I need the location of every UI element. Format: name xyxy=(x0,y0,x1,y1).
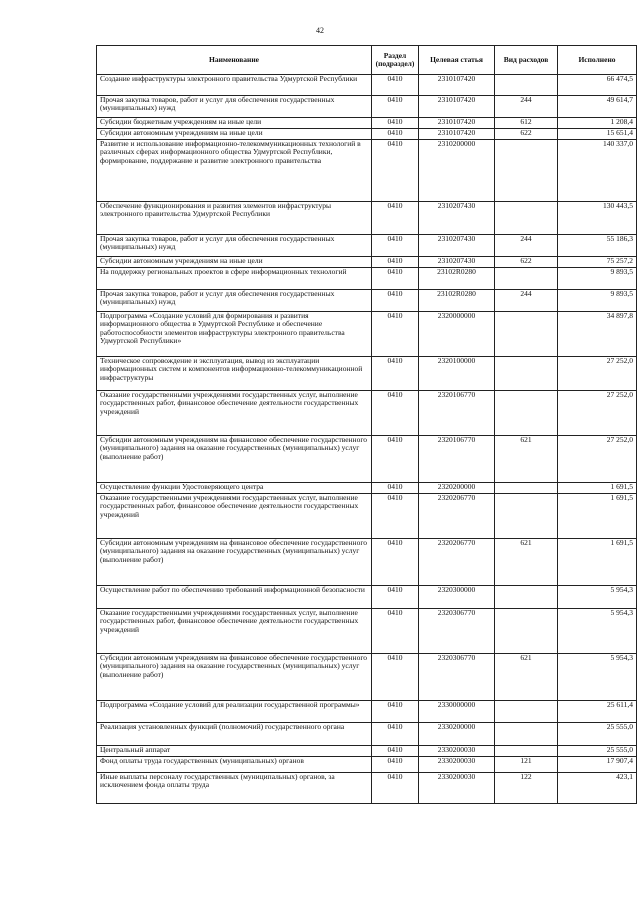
row-target: 2310207430 xyxy=(419,235,495,257)
header-executed: Исполнено xyxy=(558,46,637,75)
row-section: 0410 xyxy=(372,118,419,129)
row-expense xyxy=(495,357,558,391)
row-expense xyxy=(495,746,558,757)
table-row xyxy=(97,312,637,357)
row-target: 2310107420 xyxy=(419,96,495,118)
row-section: 0410 xyxy=(372,436,419,483)
table-row xyxy=(97,391,637,436)
row-name: Субсидии бюджетным учреждениям на иные цели xyxy=(97,118,372,129)
row-target: 2330000000 xyxy=(419,701,495,723)
row-section: 0410 xyxy=(372,494,419,539)
row-section: 0410 xyxy=(372,129,419,140)
row-expense: 244 xyxy=(495,290,558,312)
row-executed: 15 651,4 xyxy=(558,129,637,140)
table-row xyxy=(97,235,637,257)
row-name: Оказание государственными учреждениями государственных услуг, выполнение государственных работ, финансовое обеспечение деятельности государственных учреждений xyxy=(97,391,372,436)
row-name: Создание инфраструктуры электронного правительства Удмуртской Республики xyxy=(97,75,372,96)
row-name: Субсидии автономным учреждениям на иные цели xyxy=(97,257,372,268)
row-target: 2330200030 xyxy=(419,746,495,757)
row-target: 2320206770 xyxy=(419,494,495,539)
row-section: 0410 xyxy=(372,539,419,586)
row-section: 0410 xyxy=(372,773,419,804)
table-header-row xyxy=(97,46,637,75)
header-name: Наименование xyxy=(97,46,372,75)
row-section: 0410 xyxy=(372,140,419,202)
row-name: Оказание государственными учреждениями государственных услуг, выполнение государственных работ, финансовое обеспечение деятельности государственных учреждений xyxy=(97,609,372,654)
row-target: 2310200000 xyxy=(419,140,495,202)
row-executed: 1 691,5 xyxy=(558,494,637,539)
row-section: 0410 xyxy=(372,257,419,268)
row-executed: 1 691,5 xyxy=(558,483,637,494)
row-expense xyxy=(495,701,558,723)
table-row xyxy=(97,96,637,118)
row-name: Субсидии автономным учреждениям на финансовое обеспечение государственного (муниципального) задания на оказание государственных (муниципальных) услуг (выполнение работ) xyxy=(97,654,372,701)
row-name: Субсидии автономным учреждениям на иные цели xyxy=(97,129,372,140)
header-target: Целевая статья xyxy=(419,46,495,75)
row-section: 0410 xyxy=(372,586,419,609)
row-target: 2330200030 xyxy=(419,773,495,804)
table-row xyxy=(97,436,637,483)
row-expense xyxy=(495,609,558,654)
table-row xyxy=(97,746,637,757)
row-executed: 1 208,4 xyxy=(558,118,637,129)
row-expense: 621 xyxy=(495,654,558,701)
row-section: 0410 xyxy=(372,701,419,723)
row-expense: 622 xyxy=(495,129,558,140)
row-name: Техническое сопровождение и эксплуатация, вывод из эксплуатации информационных систем и компонентов информационно-телекоммуникационной инфраструктуры xyxy=(97,357,372,391)
row-target: 2310207430 xyxy=(419,257,495,268)
table-row xyxy=(97,202,637,235)
row-name: Прочая закупка товаров, работ и услуг для обеспечения государственных (муниципальных) нужд xyxy=(97,96,372,118)
table-row xyxy=(97,494,637,539)
row-target: 2310107420 xyxy=(419,129,495,140)
row-executed: 25 555,0 xyxy=(558,746,637,757)
table-row xyxy=(97,75,637,96)
row-expense: 621 xyxy=(495,436,558,483)
table-row xyxy=(97,140,637,202)
row-name: Развитие и использование информационно-телекоммуникационных технологий в различных сферах информационного общества Удмуртской Республики, формирование, поддержание и развитие электронного правительства xyxy=(97,140,372,202)
row-target: 2320300000 xyxy=(419,586,495,609)
row-target: 2320106770 xyxy=(419,436,495,483)
row-section: 0410 xyxy=(372,235,419,257)
row-expense xyxy=(495,483,558,494)
row-expense xyxy=(495,202,558,235)
row-expense xyxy=(495,75,558,96)
row-section: 0410 xyxy=(372,290,419,312)
row-section: 0410 xyxy=(372,609,419,654)
table-row xyxy=(97,290,637,312)
row-executed: 25 555,0 xyxy=(558,723,637,746)
row-executed: 49 614,7 xyxy=(558,96,637,118)
row-executed: 5 954,3 xyxy=(558,586,637,609)
row-target: 2310207430 xyxy=(419,202,495,235)
row-target: 2320206770 xyxy=(419,539,495,586)
row-name: Прочая закупка товаров, работ и услуг для обеспечения государственных (муниципальных) нужд xyxy=(97,235,372,257)
row-executed: 25 611,4 xyxy=(558,701,637,723)
row-executed: 55 186,3 xyxy=(558,235,637,257)
row-target: 2320000000 xyxy=(419,312,495,357)
row-expense xyxy=(495,586,558,609)
row-expense xyxy=(495,494,558,539)
row-section: 0410 xyxy=(372,391,419,436)
table-row xyxy=(97,268,637,290)
row-executed: 423,1 xyxy=(558,773,637,804)
row-name: Иные выплаты персоналу государственных (муниципальных) органов, за исключением фонда оплаты труда xyxy=(97,773,372,804)
row-expense: 244 xyxy=(495,96,558,118)
row-section: 0410 xyxy=(372,357,419,391)
row-section: 0410 xyxy=(372,268,419,290)
row-name: Подпрограмма «Создание условий для формирования и развития информационного общества в Удмуртской Республике и обеспечение работоспособности элементов инфраструктуры электронного правительства Удмуртской Республики» xyxy=(97,312,372,357)
table-row xyxy=(97,773,637,804)
table-row xyxy=(97,257,637,268)
row-name: Реализация установленных функций (полномочий) государственного органа xyxy=(97,723,372,746)
row-executed: 27 252,0 xyxy=(558,391,637,436)
row-target: 2330200000 xyxy=(419,723,495,746)
row-section: 0410 xyxy=(372,654,419,701)
row-name: Оказание государственными учреждениями государственных услуг, выполнение государственных работ, финансовое обеспечение деятельности государственных учреждений xyxy=(97,494,372,539)
row-expense: 122 xyxy=(495,773,558,804)
row-section: 0410 xyxy=(372,746,419,757)
table-row xyxy=(97,586,637,609)
header-section: Раздел (подраздел) xyxy=(372,46,419,75)
row-name: Прочая закупка товаров, работ и услуг для обеспечения государственных (муниципальных) нужд xyxy=(97,290,372,312)
row-target: 23102R0280 xyxy=(419,290,495,312)
row-name: Осуществление функции Удостоверяющего центра xyxy=(97,483,372,494)
table-row xyxy=(97,118,637,129)
table-row xyxy=(97,609,637,654)
row-executed: 5 954,3 xyxy=(558,654,637,701)
row-name: Субсидии автономным учреждениям на финансовое обеспечение государственного (муниципального) задания на оказание государственных (муниципальных) услуг (выполнение работ) xyxy=(97,539,372,586)
row-name: На поддержку региональных проектов в сфере информационных технологий xyxy=(97,268,372,290)
row-section: 0410 xyxy=(372,483,419,494)
row-target: 23102R0280 xyxy=(419,268,495,290)
row-executed: 5 954,3 xyxy=(558,609,637,654)
row-expense xyxy=(495,391,558,436)
row-target: 2320306770 xyxy=(419,654,495,701)
table-row xyxy=(97,539,637,586)
table-body xyxy=(97,75,637,804)
row-name: Центральный аппарат xyxy=(97,746,372,757)
row-target: 2310107420 xyxy=(419,75,495,96)
row-expense xyxy=(495,268,558,290)
row-executed: 140 337,0 xyxy=(558,140,637,202)
row-section: 0410 xyxy=(372,757,419,773)
row-executed: 130 443,5 xyxy=(558,202,637,235)
row-section: 0410 xyxy=(372,312,419,357)
row-expense xyxy=(495,140,558,202)
row-expense: 622 xyxy=(495,257,558,268)
table-row xyxy=(97,357,637,391)
row-section: 0410 xyxy=(372,202,419,235)
row-expense: 621 xyxy=(495,539,558,586)
table-row xyxy=(97,723,637,746)
row-target: 2320200000 xyxy=(419,483,495,494)
table-row xyxy=(97,757,637,773)
table-row xyxy=(97,701,637,723)
row-section: 0410 xyxy=(372,75,419,96)
budget-table xyxy=(96,45,637,804)
row-expense xyxy=(495,723,558,746)
table-row xyxy=(97,654,637,701)
row-expense: 121 xyxy=(495,757,558,773)
row-executed: 9 893,5 xyxy=(558,290,637,312)
row-target: 2310107420 xyxy=(419,118,495,129)
row-name: Обеспечение функционирования и развития элементов инфраструктуры электронного правительства Удмуртской Республики xyxy=(97,202,372,235)
row-executed: 17 907,4 xyxy=(558,757,637,773)
row-name: Подпрограмма «Создание условий для реализации государственной программы» xyxy=(97,701,372,723)
row-executed: 75 257,2 xyxy=(558,257,637,268)
row-target: 2320106770 xyxy=(419,391,495,436)
row-section: 0410 xyxy=(372,96,419,118)
table-row xyxy=(97,483,637,494)
row-name: Субсидии автономным учреждениям на финансовое обеспечение государственного (муниципального) задания на оказание государственных (муниципальных) услуг (выполнение работ) xyxy=(97,436,372,483)
row-expense: 612 xyxy=(495,118,558,129)
row-executed: 34 897,8 xyxy=(558,312,637,357)
row-expense: 244 xyxy=(495,235,558,257)
row-section: 0410 xyxy=(372,723,419,746)
row-executed: 1 691,5 xyxy=(558,539,637,586)
row-target: 2320100000 xyxy=(419,357,495,391)
page-number: 42 xyxy=(316,26,324,35)
row-name: Осуществление работ по обеспечению требований информационной безопасности xyxy=(97,586,372,609)
table-row xyxy=(97,129,637,140)
row-executed: 9 893,5 xyxy=(558,268,637,290)
row-expense xyxy=(495,312,558,357)
row-target: 2320306770 xyxy=(419,609,495,654)
row-executed: 27 252,0 xyxy=(558,436,637,483)
row-executed: 66 474,5 xyxy=(558,75,637,96)
header-expense: Вид расходов xyxy=(495,46,558,75)
row-executed: 27 252,0 xyxy=(558,357,637,391)
row-name: Фонд оплаты труда государственных (муниципальных) органов xyxy=(97,757,372,773)
row-target: 2330200030 xyxy=(419,757,495,773)
